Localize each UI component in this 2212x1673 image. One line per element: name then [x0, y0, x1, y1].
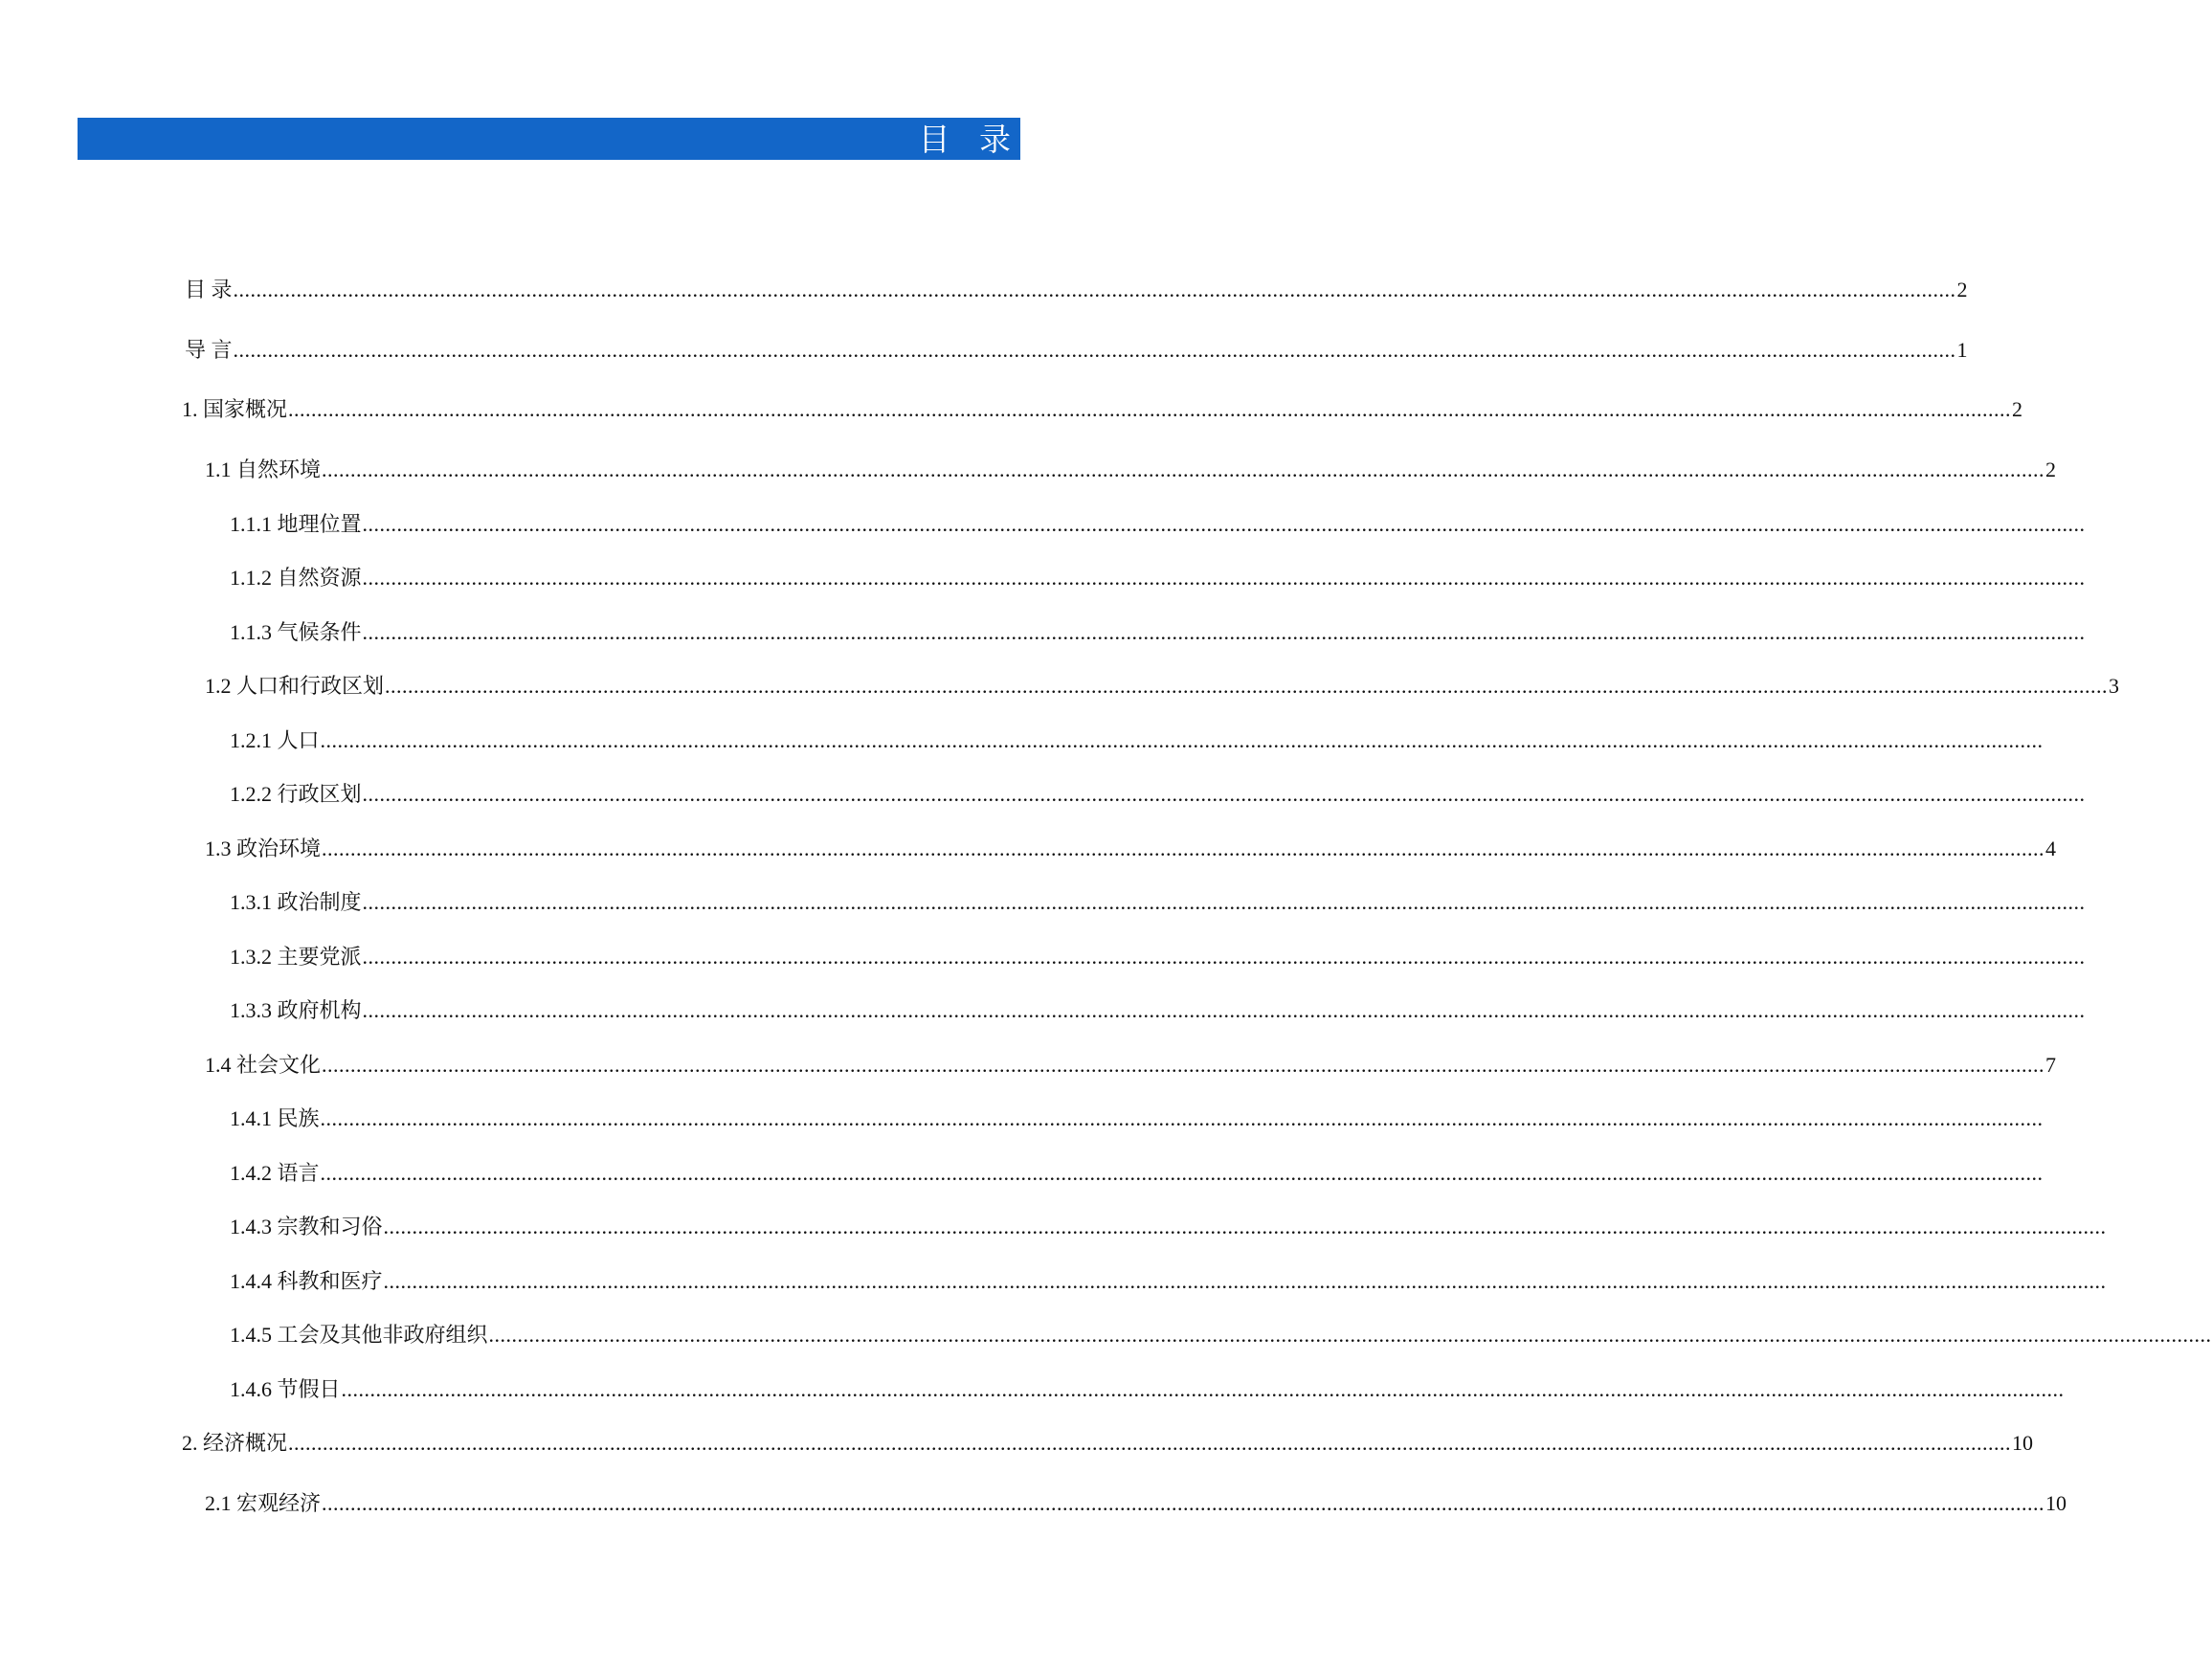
toc-entry-label: 1.3 政治环境 [205, 836, 322, 860]
toc-dot-leader: ............................................................................................................................................................................................................................................................................................................ [362, 998, 2086, 1022]
toc-dot-leader: ............................................................................................................................................................................................................................................................................................................ [322, 457, 2045, 481]
toc-dot-leader: ............................................................................................................................................................................................................................................................................................................ [320, 1161, 2044, 1185]
toc-entry-label: 1.4.1 民族 [230, 1106, 320, 1130]
toc-dot-leader: ............................................................................................................................................................................................................................................................................................................ [288, 397, 2012, 421]
toc-dot-leader: ............................................................................................................................................................................................................................................................................................................ [322, 1491, 2045, 1515]
toc-entry-page: 3 [2109, 674, 2120, 698]
toc-entry[interactable] [230, 726, 2044, 755]
toc-entry[interactable] [230, 564, 2086, 592]
toc-entry[interactable] [182, 395, 2023, 424]
toc-entry-page: 2 [1956, 278, 1968, 301]
toc-entry[interactable] [230, 510, 2086, 539]
toc-entry[interactable] [205, 835, 2057, 863]
toc-entry-page: 2 [2045, 457, 2057, 481]
toc-entry[interactable] [205, 672, 2120, 701]
toc-entry-page: 2 [2012, 397, 2023, 421]
toc-entry-label: 2.1 宏观经济 [205, 1491, 322, 1515]
toc-dot-leader: ............................................................................................................................................................................................................................................................................................................ [383, 1215, 2107, 1238]
toc-entry-label: 1.3.1 政治制度 [230, 890, 362, 914]
toc-entry-page: 4 [2045, 836, 2057, 860]
toc-entry[interactable] [230, 1321, 2212, 1350]
toc-entry[interactable] [230, 780, 2086, 809]
toc-dot-leader: ............................................................................................................................................................................................................................................................................................................ [233, 278, 1956, 301]
toc-entry[interactable] [230, 1213, 2107, 1241]
toc-entry-label: 1.2.2 行政区划 [230, 782, 362, 806]
toc-dot-leader: ............................................................................................................................................................................................................................................................................................................ [362, 945, 2086, 969]
toc-entry-label: 1.4.4 科教和医疗 [230, 1269, 383, 1293]
toc-dot-leader: ............................................................................................................................................................................................................................................................................................................ [233, 338, 1956, 362]
toc-entry-label: 1.1 自然环境 [205, 457, 322, 481]
toc-dot-leader: ............................................................................................................................................................................................................................................................................................................ [320, 1106, 2044, 1130]
page-title: 目 录 [918, 121, 1020, 158]
toc-entry-label: 目 录 [185, 278, 233, 301]
toc-entry-label: 1.4 社会文化 [205, 1053, 322, 1077]
toc-dot-leader: ............................................................................................................................................................................................................................................................................................................ [362, 782, 2086, 806]
toc-entry-label: 1. 国家概况 [182, 397, 288, 421]
toc-entry[interactable] [205, 1489, 2067, 1518]
toc-entry[interactable] [230, 1267, 2107, 1296]
toc-entry[interactable] [185, 276, 1968, 304]
toc-entry[interactable] [185, 336, 1968, 365]
toc-dot-leader: ............................................................................................................................................................................................................................................................................................................ [385, 674, 2109, 698]
toc-entry-label: 1.2 人口和行政区划 [205, 674, 385, 698]
toc-entry-label: 1.3.2 主要党派 [230, 945, 362, 969]
toc-dot-leader: ............................................................................................................................................................................................................................................................................................................ [362, 566, 2086, 590]
toc-dot-leader: ............................................................................................................................................................................................................................................................................................................ [383, 1269, 2107, 1293]
toc-dot-leader: ............................................................................................................................................................................................................................................................................................................ [320, 728, 2044, 752]
toc-entry-label: 1.4.2 语言 [230, 1161, 320, 1185]
toc-entry[interactable] [205, 456, 2057, 484]
toc-dot-leader: ............................................................................................................................................................................................................................................................................................................ [341, 1377, 2065, 1401]
toc-entry[interactable] [230, 1104, 2044, 1133]
toc-entry-page: 10 [2012, 1431, 2034, 1455]
toc-entry[interactable] [230, 888, 2086, 917]
toc-dot-leader: ............................................................................................................................................................................................................................................................................................................ [322, 1053, 2045, 1077]
toc-entry[interactable] [230, 618, 2086, 647]
toc-entry-label: 1.4.3 宗教和习俗 [230, 1215, 383, 1238]
toc-dot-leader: ............................................................................................................................................................................................................................................................................................................ [362, 512, 2086, 536]
toc-entry-label: 2. 经济概况 [182, 1431, 288, 1455]
toc-dot-leader: ............................................................................................................................................................................................................................................................................................................ [362, 890, 2086, 914]
toc-dot-leader: ............................................................................................................................................................................................................................................................................................................ [288, 1431, 2012, 1455]
toc-entry-label: 1.1.3 气候条件 [230, 620, 362, 644]
toc-entry[interactable] [230, 1159, 2044, 1188]
toc-entry-label: 1.1.1 地理位置 [230, 512, 362, 536]
toc-entry-label: 1.1.2 自然资源 [230, 566, 362, 590]
toc-dot-leader: ............................................................................................................................................................................................................................................................................................................ [488, 1323, 2212, 1347]
toc-dot-leader: ............................................................................................................................................................................................................................................................................................................ [322, 836, 2045, 860]
toc-entry[interactable] [205, 1051, 2057, 1080]
toc-entry-label: 1.4.5 工会及其他非政府组织 [230, 1323, 488, 1347]
toc-dot-leader: ............................................................................................................................................................................................................................................................................................................ [362, 620, 2086, 644]
toc-entry-page: 10 [2045, 1491, 2067, 1515]
toc-entry[interactable] [230, 943, 2086, 971]
toc-entry-page: 7 [2045, 1053, 2057, 1077]
toc-entry-page: 1 [1956, 338, 1968, 362]
toc-entry-label: 导 言 [185, 338, 233, 362]
toc-entry[interactable] [230, 996, 2086, 1025]
toc-entry[interactable] [182, 1429, 2034, 1458]
toc-entry-label: 1.2.1 人口 [230, 728, 320, 752]
toc-entry[interactable] [230, 1375, 2065, 1404]
toc-entry-label: 1.3.3 政府机构 [230, 998, 362, 1022]
toc-entry-label: 1.4.6 节假日 [230, 1377, 341, 1401]
